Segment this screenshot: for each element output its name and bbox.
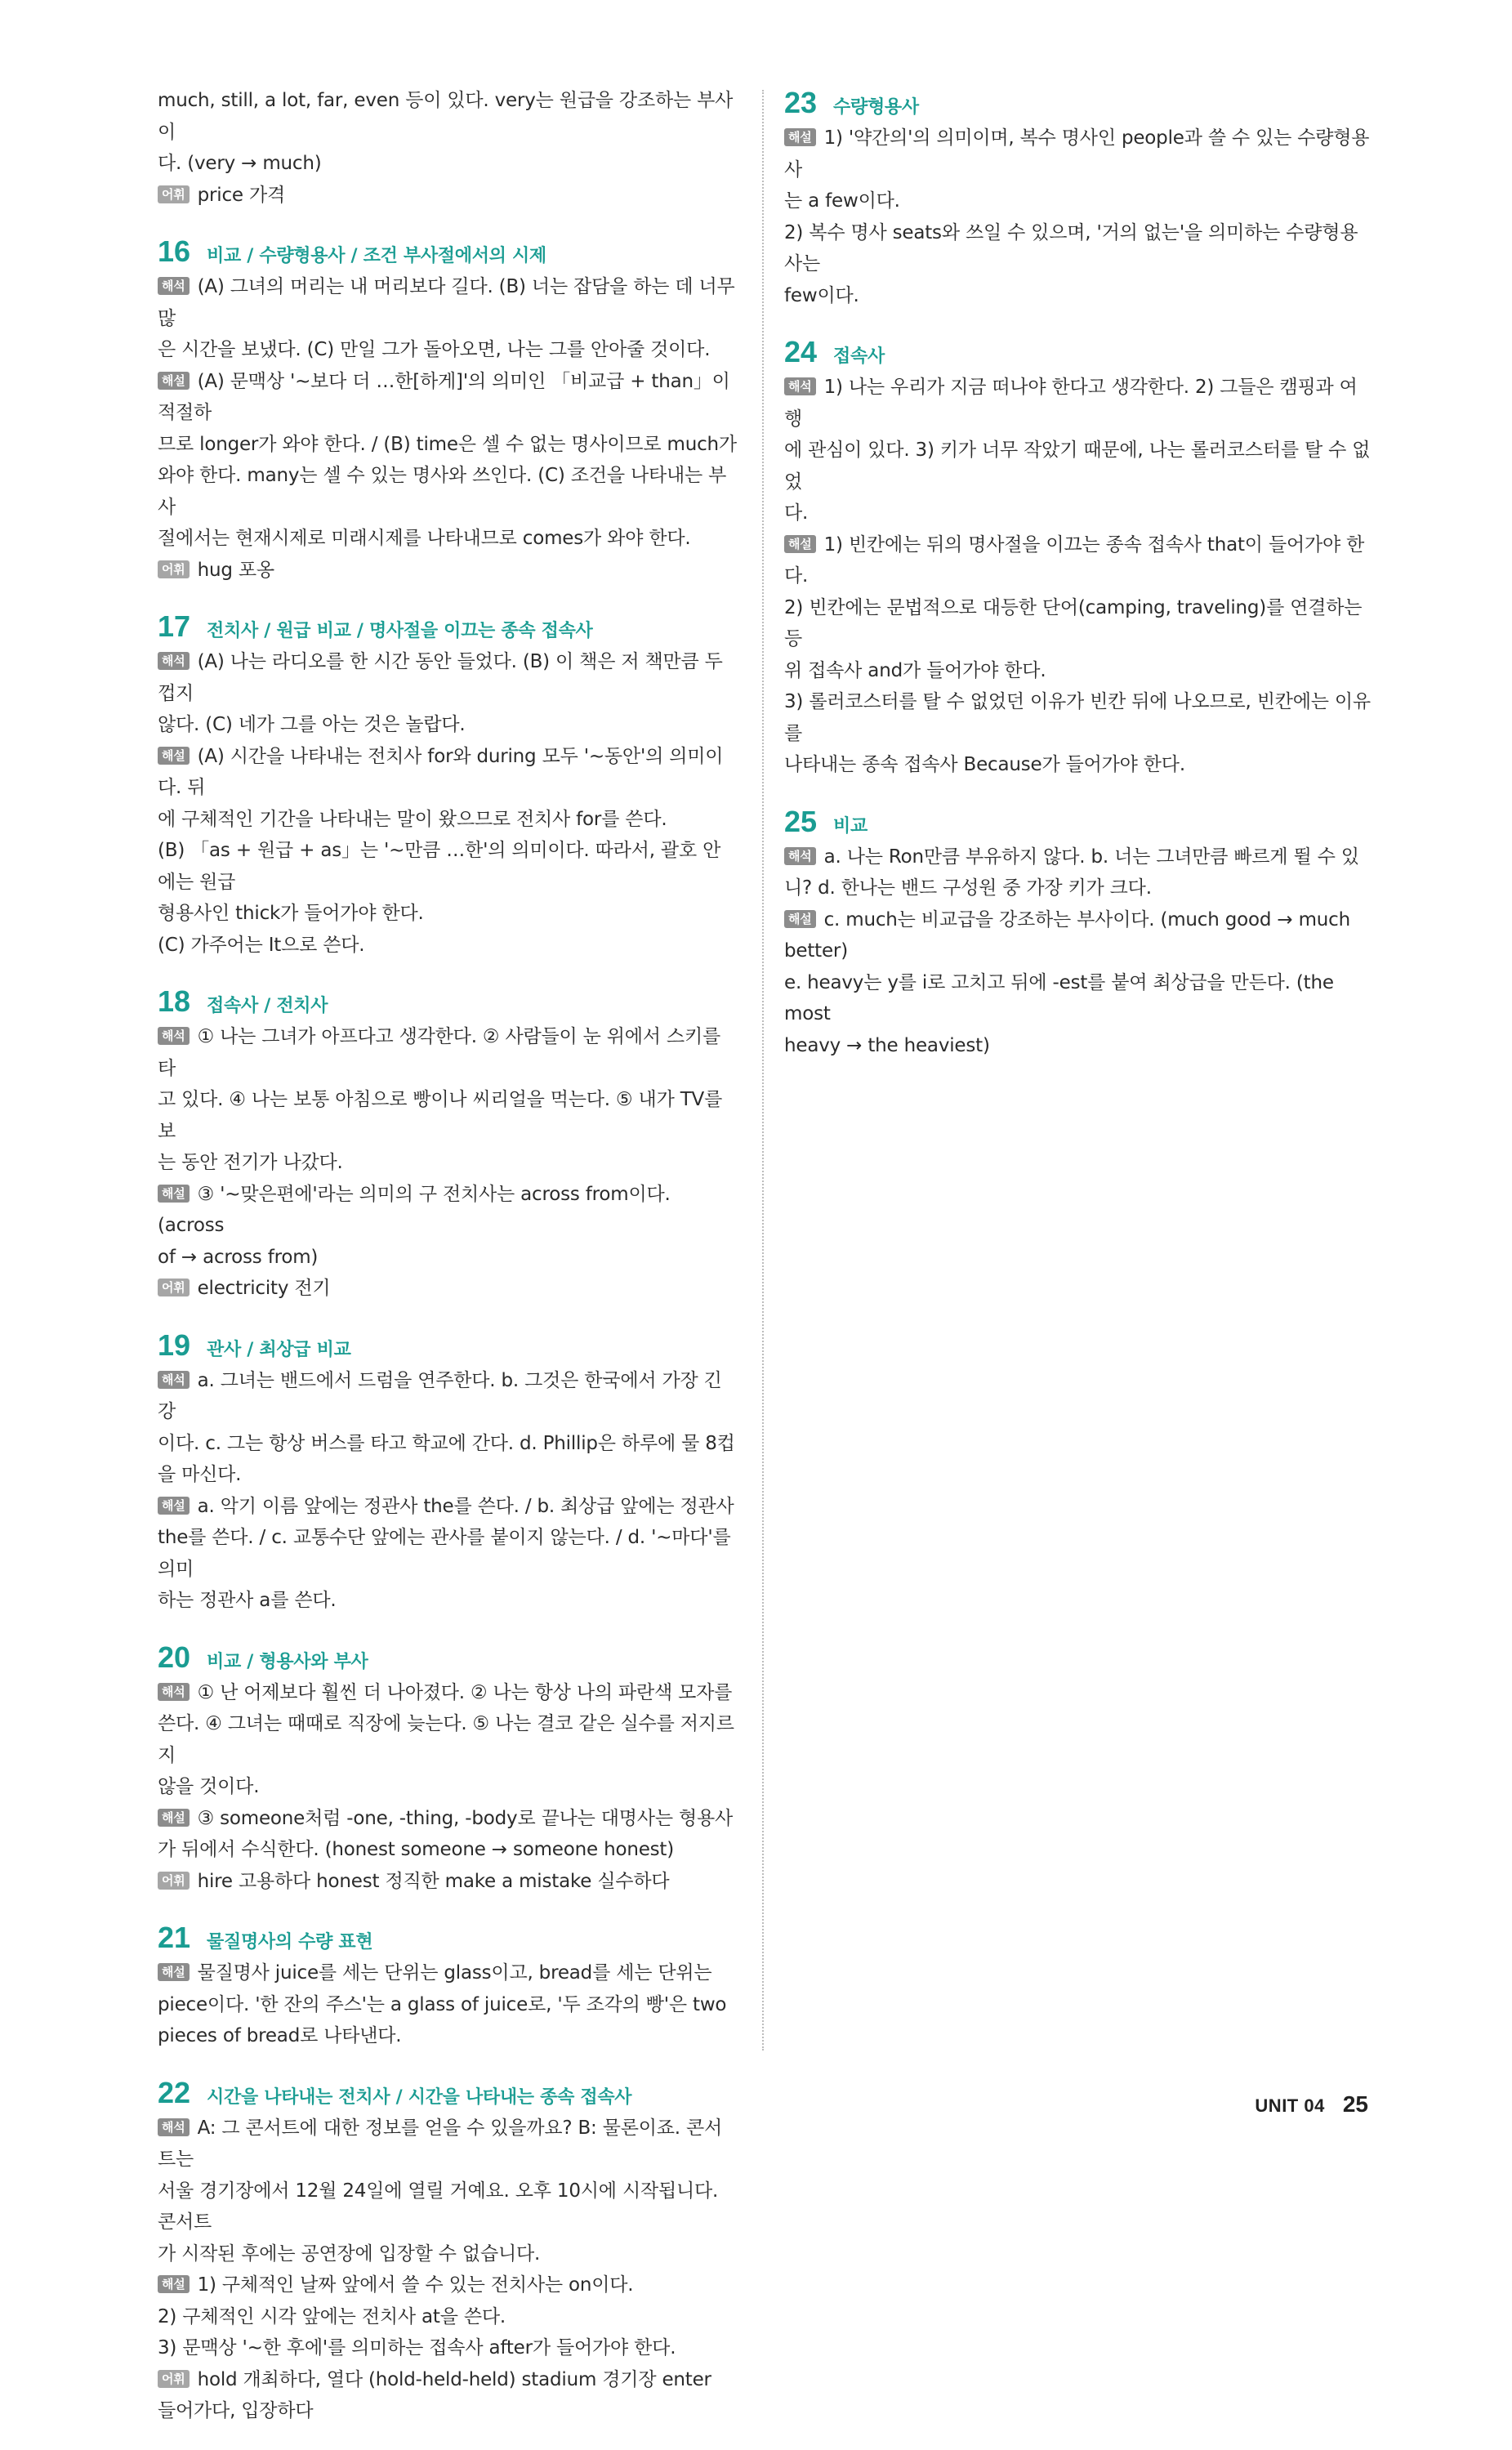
explanation-line: pieces of bread로 나타낸다.: [158, 2025, 402, 2046]
section-header: [784, 334, 1372, 370]
explanation-line: 3) 롤러코스터를 탈 수 없었던 이유가 빈칸 뒤에 나오므로, 빈칸에는 이유를: [784, 691, 1371, 744]
explanation-line: piece이다. '한 잔의 주스'는 a glass of juice로, '두 조각의 빵'은 two: [158, 1993, 727, 2015]
section-22: [158, 2075, 738, 2427]
explanation-line: 해설 1) 구체적인 날짜 앞에서 쓸 수 있는 전치사는 on이다.: [158, 2269, 738, 2301]
vocab-text: price 가격: [197, 184, 285, 206]
explanation-line: few이다.: [784, 284, 859, 306]
section-header: [158, 1920, 738, 1956]
explanation-line: 해설 c. much는 비교급을 강조하는 부사이다. (much good → much: [784, 904, 1372, 936]
translation-line: 해석 a. 나는 Ron만큼 부유하지 않다. b. 너는 그녀만큼 빠르게 뛸 수 있: [784, 841, 1372, 873]
explanation-line: 와야 한다. many는 셀 수 있는 명사와 쓰인다. (C) 조건을 나타내는 부사: [158, 465, 727, 518]
section-topic: 수량형용사: [833, 97, 919, 118]
translation-line: 해석 ① 난 어제보다 훨씬 더 나아졌다. ② 나는 항상 나의 파란색 모자를: [158, 1677, 738, 1709]
translation-tag: 해석: [158, 1371, 190, 1389]
translation-tag: 해석: [784, 377, 816, 395]
column-divider: [762, 90, 764, 2051]
question-number: 20: [158, 1640, 191, 1674]
section-topic: 비교: [833, 815, 868, 837]
section-topic: 비교 / 수량형용사 / 조건 부사절에서의 시제: [207, 246, 546, 266]
translation-line: 고 있다. ④ 나는 보통 아침으로 빵이나 씨리얼을 먹는다. ⑤ 내가 TV를 보: [158, 1089, 723, 1142]
translation-line: 쓴다. ④ 그녀는 때때로 직장에 늦는다. ⑤ 나는 결코 같은 실수를 저지르지: [158, 1713, 734, 1766]
unit-label: UNIT 04: [1255, 2095, 1325, 2116]
explanation-line: 해설 (A) 문맥상 '~보다 더 …한[하게]'의 의미인 「비교급 + than」이 적절하: [158, 370, 730, 423]
vocab-line: 어휘 hire 고용하다 honest 정직한 make a mistake 실수하다: [158, 1866, 738, 1898]
explanation-line: 해설 1) '약간의'의 의미이며, 복수 명사인 people과 쓸 수 있는 수량형용사: [784, 127, 1370, 181]
translation-line: 은 시간을 보냈다. (C) 만일 그가 돌아오면, 나는 그를 안아줄 것이다.: [158, 339, 711, 360]
explanation-line: 해설 a. 악기 이름 앞에는 정관사 the를 쓴다. / b. 최상급 앞에는 정관사: [158, 1491, 738, 1523]
translation-line: 해석 a. 그녀는 밴드에서 드럼을 연주한다. b. 그것은 한국에서 가장 긴 강: [158, 1369, 722, 1422]
section-header: [158, 609, 738, 645]
text-line: 다. (very → much): [158, 153, 322, 174]
section-header: [158, 2075, 738, 2111]
explanation-line: 므로 longer가 와야 한다. / (B) time은 셀 수 없는 명사이므로 much가: [158, 433, 737, 455]
section-20: [158, 1640, 738, 1898]
right-column: [784, 85, 1372, 1084]
explanation-line: 해설 ③ '~맞은편에'라는 의미의 구 전치사는 across from이다. (across: [158, 1183, 671, 1236]
section-header: [784, 85, 1372, 121]
translation-tag: 해석: [158, 2118, 190, 2136]
explanation-line: 절에서는 현재시제로 미래시제를 나타내므로 comes가 와야 한다.: [158, 528, 691, 549]
translation-line: 이다. c. 그는 항상 버스를 타고 학교에 간다. d. Phillip은 하루에 물 8컵: [158, 1432, 735, 1454]
explanation-line: of → across from): [158, 1246, 319, 1268]
vocab-line: [158, 180, 738, 212]
section-23: [784, 85, 1372, 311]
vocab-line: 어휘 hug 포옹: [158, 555, 738, 587]
translation-line: 서울 경기장에서 12월 24일에 열릴 거예요. 오후 10시에 시작됩니다. 콘서트: [158, 2180, 719, 2233]
explanation-line: better): [784, 940, 848, 962]
translation-tag: 해석: [158, 277, 190, 295]
question-number: 22: [158, 2075, 191, 2109]
translation-line: 해석 (A) 그녀의 머리는 내 머리보다 길다. (B) 너는 잡담을 하는 데 너무 많: [158, 276, 735, 329]
explanation-tag: 해설: [158, 1963, 190, 1981]
translation-line: 해석 1) 나는 우리가 지금 떠나야 한다고 생각한다. 2) 그들은 캠핑과 여행: [784, 377, 1358, 430]
explanation-line: (B) 「as + 원급 + as」는 '~만큼 …한'의 의미이다. 따라서, 괄호 안에는 원급: [158, 840, 721, 893]
explanation-line: (C) 가주어는 It으로 쓴다.: [158, 934, 365, 956]
explanation-tag: 해설: [158, 1809, 190, 1827]
explanation-tag: 해설: [784, 910, 816, 928]
explanation-line: 하는 정관사 a를 쓴다.: [158, 1590, 337, 1611]
vocab-tag: 어휘: [158, 560, 190, 578]
question-number: 23: [784, 86, 818, 119]
section-topic: 관사 / 최상급 비교: [207, 1339, 351, 1360]
section-header: [158, 984, 738, 1020]
vocab-tag: 어휘: [158, 1872, 190, 1890]
vocab-line: 어휘 hold 개최하다, 열다 (hold-held-held) stadium 경기장 enter: [158, 2364, 738, 2396]
translation-line: 해석 A: 그 콘서트에 대한 정보를 얻을 수 있을까요? B: 물론이죠. 콘서트는: [158, 2117, 723, 2170]
translation-line: 가 시작된 후에는 공연장에 입장할 수 없습니다.: [158, 2242, 541, 2265]
question-number: 17: [158, 609, 191, 643]
section-18: [158, 984, 738, 1305]
translation-line: 는 동안 전기가 나갔다.: [158, 1152, 343, 1173]
section-17: [158, 609, 738, 961]
explanation-line: 형용사인 thick가 들어가야 한다.: [158, 903, 424, 924]
explanation-line: 해설 물질명사 juice를 세는 단위는 glass이고, bread를 세는 단위는: [158, 1957, 738, 1989]
explanation-line: 2) 빈칸에는 문법적으로 대등한 단어(camping, traveling)를 연결하는 등: [784, 596, 1363, 649]
section-header: [158, 234, 738, 270]
translation-tag: 해석: [158, 652, 190, 670]
vocab-line: 어휘 electricity 전기: [158, 1273, 738, 1305]
vocab-tag: 어휘: [158, 2370, 190, 2388]
translation-line: 다.: [784, 502, 809, 524]
question-number: 25: [784, 804, 818, 838]
section-19: [158, 1328, 738, 1617]
translation-line: 에 관심이 있다. 3) 키가 너무 작았기 때문에, 나는 롤러코스터를 탈 수 없었: [784, 440, 1371, 493]
section-21: [158, 1920, 738, 2052]
question-number: 21: [158, 1921, 191, 1954]
explanation-tag: 해설: [158, 1185, 190, 1203]
translation-line: 않을 것이다.: [158, 1776, 260, 1797]
explanation-line: 2) 구체적인 시각 앞에는 전치사 at을 쓴다.: [158, 2305, 506, 2327]
explanation-tag: 해설: [158, 747, 190, 765]
section-topic: 비교 / 형용사와 부사: [207, 1651, 368, 1672]
page-footer: [1255, 2091, 1368, 2118]
page-number: 25: [1342, 2091, 1368, 2117]
section-header: [158, 1328, 738, 1363]
translation-line: 해석 (A) 나는 라디오를 한 시간 동안 들었다. (B) 이 책은 저 책만큼 두껍지: [158, 651, 723, 704]
translation-tag: 해석: [158, 1683, 190, 1701]
explanation-line: 2) 복수 명사 seats와 쓰일 수 있으며, '거의 없는'을 의미하는 수량형용사는: [784, 221, 1358, 274]
explanation-line: 해설 (A) 시간을 나타내는 전치사 for와 during 모두 '~동안'의 의미이다. 뒤: [158, 745, 724, 798]
vocab-tag: 어휘: [158, 185, 190, 203]
vocab-line: 들어가다, 입장하다: [158, 2400, 314, 2421]
question-number: 18: [158, 984, 191, 1018]
translation-line: 을 마신다.: [158, 1464, 242, 1485]
explanation-line: the를 쓴다. / c. 교통수단 앞에는 관사를 붙이지 않는다. / d. '~마다'를 의미: [158, 1527, 731, 1580]
section-topic: 전치사 / 원급 비교 / 명사절을 이끄는 종속 접속사: [207, 621, 593, 641]
translation-tag: 해석: [784, 847, 816, 865]
explanation-line: 해설 1) 빈칸에는 뒤의 명사절을 이끄는 종속 접속사 that이 들어가야 한다.: [784, 533, 1365, 587]
section-16: [158, 234, 738, 586]
section-header: [158, 1640, 738, 1676]
translation-line: 해석 ① 나는 그녀가 아프다고 생각한다. ② 사람들이 눈 위에서 스키를 타: [158, 1026, 720, 1079]
section-25: [784, 804, 1372, 1062]
explanation-line: 에 구체적인 기간을 나타내는 말이 왔으므로 전치사 for를 쓴다.: [158, 808, 667, 830]
explanation-line: 가 뒤에서 수식한다. (honest someone → someone honest): [158, 1839, 675, 1860]
translation-tag: 해석: [158, 1027, 190, 1045]
explanation-line: heavy → the heaviest): [784, 1034, 990, 1056]
explanation-tag: 해설: [784, 128, 816, 146]
section-topic: 물질명사의 수량 표현: [207, 1932, 373, 1952]
explanation-tag: 해설: [784, 535, 816, 553]
section-continued: [158, 85, 738, 211]
explanation-tag: 해설: [158, 1497, 190, 1515]
explanation-line: 위 접속사 and가 들어가야 한다.: [784, 659, 1046, 681]
section-topic: 시간을 나타내는 전치사 / 시간을 나타내는 종속 접속사: [207, 2086, 632, 2108]
translation-line: 니? d. 한나는 밴드 구성원 중 가장 키가 크다.: [784, 877, 1152, 899]
explanation-line: 3) 문맥상 '~한 후에'를 의미하는 접속사 after가 들어가야 한다.: [158, 2337, 676, 2359]
explanation-line: 는 a few이다.: [784, 190, 900, 212]
section-topic: 접속사 / 전치사: [207, 996, 328, 1016]
question-number: 16: [158, 234, 191, 268]
translation-line: 않다. (C) 네가 그를 아는 것은 놀랍다.: [158, 714, 466, 735]
question-number: 24: [784, 335, 818, 368]
section-header: [784, 804, 1372, 840]
left-column: [158, 85, 738, 2450]
question-number: 19: [158, 1328, 191, 1362]
explanation-tag: 해설: [158, 372, 190, 390]
text-line: much, still, a lot, far, even 등이 있다. very는 원급을 강조하는 부사이: [158, 90, 734, 143]
section-24: [784, 334, 1372, 781]
explanation-line: 나타내는 종속 접속사 Because가 들어가야 한다.: [784, 754, 1185, 775]
vocab-tag: 어휘: [158, 1279, 190, 1296]
section-topic: 접속사: [833, 346, 885, 367]
explanation-tag: 해설: [158, 2275, 190, 2293]
explanation-line: e. heavy는 y를 i로 고치고 뒤에 -est를 붙여 최상급을 만든다. (the most: [784, 971, 1334, 1024]
explanation-line: 해설 ③ someone처럼 -one, -thing, -body로 끝나는 대명사는 형용사: [158, 1803, 738, 1835]
